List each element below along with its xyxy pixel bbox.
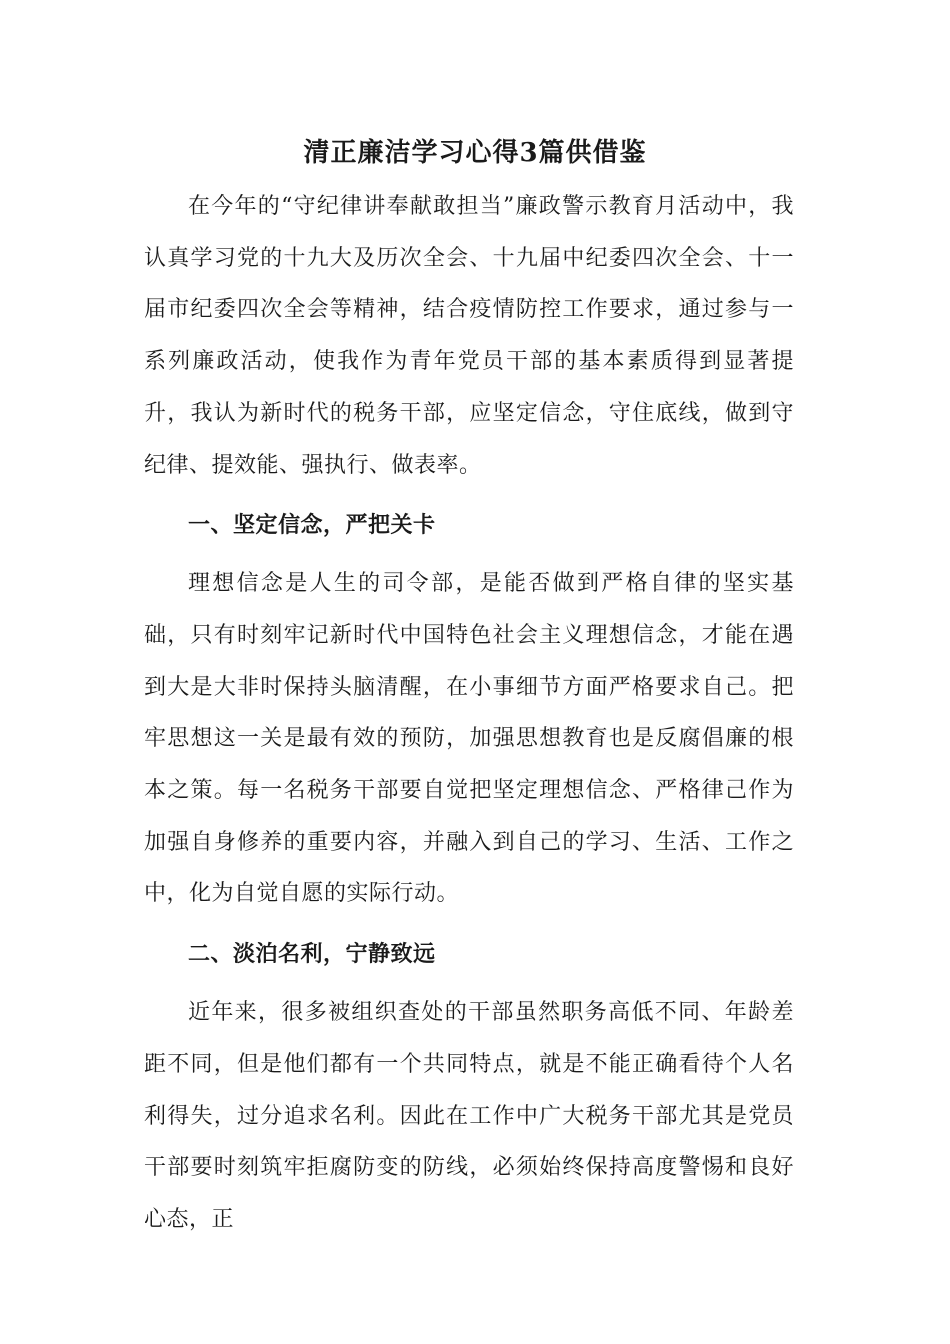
section-heading-2: 二、淡泊名利，宁静致远 [188, 941, 436, 968]
section-body-1: 理想信念是人生的司令部，是能否做到严格自律的坚实基础，只有时刻牢记新时代中国特色社会主义理想信念，才能在遇到大是大非时保持头脑清醒，在小事细节方面严格要求自己。把牢思想这一关是最有效的预防，加强思想教育也是反腐倡廉的根本之策。每一名税务干部要自觉把坚定理想信念、严格律己作为加强自身修养的重要内容，并融入到自己的学习、生活、工作之中，化为自觉自愿的实际行动。 [144, 571, 794, 907]
section-heading-1: 一、坚定信念，严把关卡 [188, 512, 436, 539]
document-body [144, 181, 794, 1246]
document-title: 清正廉洁学习心得3篇供借鉴 [303, 138, 647, 168]
intro-paragraph: 在今年的“守纪律讲奉献敢担当”廉政警示教育月活动中，我认真学习党的十九大及历次全会、十九届中纪委四次全会、十一届市纪委四次全会等精神，结合疫情防控工作要求，通过参与一系列廉政活动，使我作为青年党员干部的基本素质得到显著提升，我认为新时代的税务干部，应坚定信念，守住底线，做到守纪律、提效能、强执行、做表率。 [144, 194, 794, 478]
section-body-2: 近年来，很多被组织查处的干部虽然职务高低不同、年龄差距不同，但是他们都有一个共同特点，就是不能正确看待个人名利得失，过分追求名利。因此在工作中广大税务干部尤其是党员干部要时刻筑牢拒腐防变的防线，必须始终保持高度警惕和良好心态，正 [144, 1000, 794, 1232]
